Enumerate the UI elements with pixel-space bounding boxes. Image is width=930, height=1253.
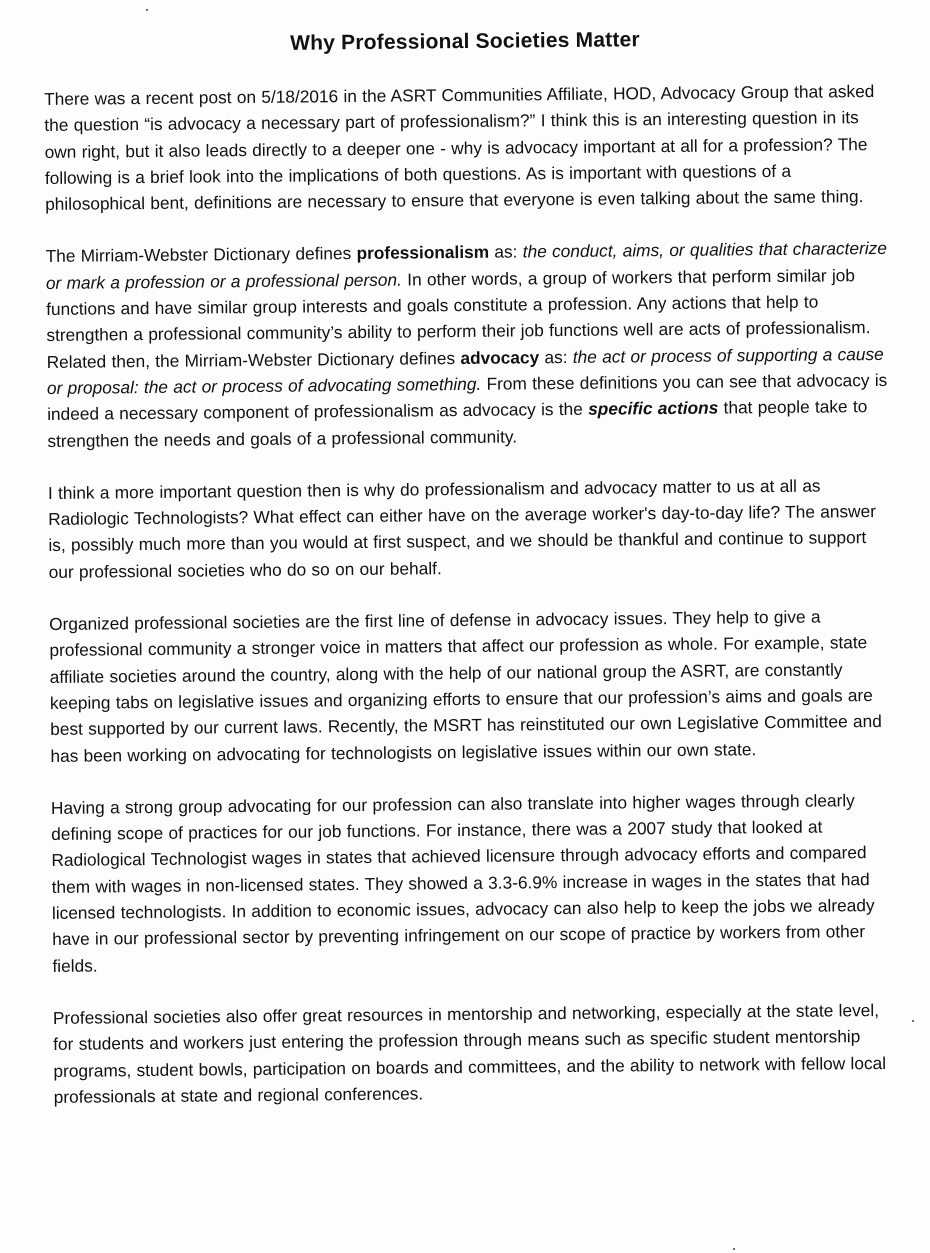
paragraph-6: Professional societies also offer great resources in mentorship and networking, especially at the state level, for students and workers just entering the profession through means such as specific student mentorship programs, student bowls, participation on boards and committees, and the ability to network with fellow local professionals at state and regional conferences. [52,999,887,1107]
paragraph-2-text: The Mirriam-Webster Dictionary defines [45,243,357,267]
scan-speck [733,1248,735,1250]
definition-advocacy: the act or process of supporting a cause or proposal: the act or process of advocating something. [46,343,884,398]
paragraph-2-text: that people take to strengthen the needs and goals of a professional community. [47,396,868,451]
paragraph-2-text: as: [539,346,573,367]
page-title: Why Professional Societies Matter [290,28,640,55]
scan-speck [146,9,148,11]
scan-speck [912,1020,914,1022]
paragraph-4: Organized professional societies are the first line of defense in advocacy issues. They help to give a professional community a stronger voice in matters that affect our profession as whole. For example, state affiliate societies around the country, along with the help of our national group the ASRT, are constantly keeping tabs on legislative issues and organizing efforts to ensure that our profession’s aims and goals are best supported by our current laws. Recently, the MSRT has reinstituted our own Legislative Committee and has been working on advocating for technologists on legislative issues within our own state. [49,606,882,766]
term-advocacy: advocacy [460,346,540,368]
article-body [44,78,900,1136]
paragraph-2-text: In other words, a group of workers that perform similar job functions and have similar group interests and goals constitute a profession. Any actions that help to strengthen a professional community’s ability to perform their job functions well are acts of professionalism. Related then, the Mirriam-Webster Dictionary defines [46,265,871,372]
paragraph-5: Having a strong group advocating for our profession can also translate into higher wages through clearly defining scope of practices for our job functions. For instance, there was a 2007 study that looked at Radiological Technologist wages in states that achieved licensure through advocacy efforts and compared them with wages in non-licensed states. They showed a 3.3-6.9% increase in wages in the states that had licensed technologists. In addition to economic issues, advocacy can also help to keep the jobs we already have in our professional sector by preventing infringement on our scope of practice by workers from other fields. [50,790,875,976]
definition-professionalism: the conduct, aims, or qualities that characterize or mark a profession or a professional person. [45,238,887,293]
paragraph-3: I think a more important question then is why do professionalism and advocacy matter to us at all as Radiologic Technologists? What effect can either have on the average worker's day-to-day life? The answer is, possibly much more than you would at first suspect, and we should be thankful and continue to support our professional societies who do so on our behalf. [47,475,877,582]
paragraph-2 [46,235,894,453]
paragraph-2-text: From these definitions you can see that advocacy is indeed a necessary component of professionalism as advocacy is the [47,369,888,425]
paragraph-2-text: as: [488,241,523,263]
term-professionalism: professionalism [356,242,490,264]
emphasis-specific-actions: specific actions [588,397,719,420]
paragraph-1: There was a recent post on 5/18/2016 in the ASRT Communities Affiliate, HOD, Advocacy Group that asked the question “is advocacy a necessary part of professionalism?” I think this is an interesting question in its own right, but it also leads directly to a deeper one - why is advocacy important at all for a profession? The following is a brief look into the implications of both questions. As is important with questions of a philosophical bent, definitions are necessary to ensure that everyone is even talking about the same thing. [44,81,875,215]
